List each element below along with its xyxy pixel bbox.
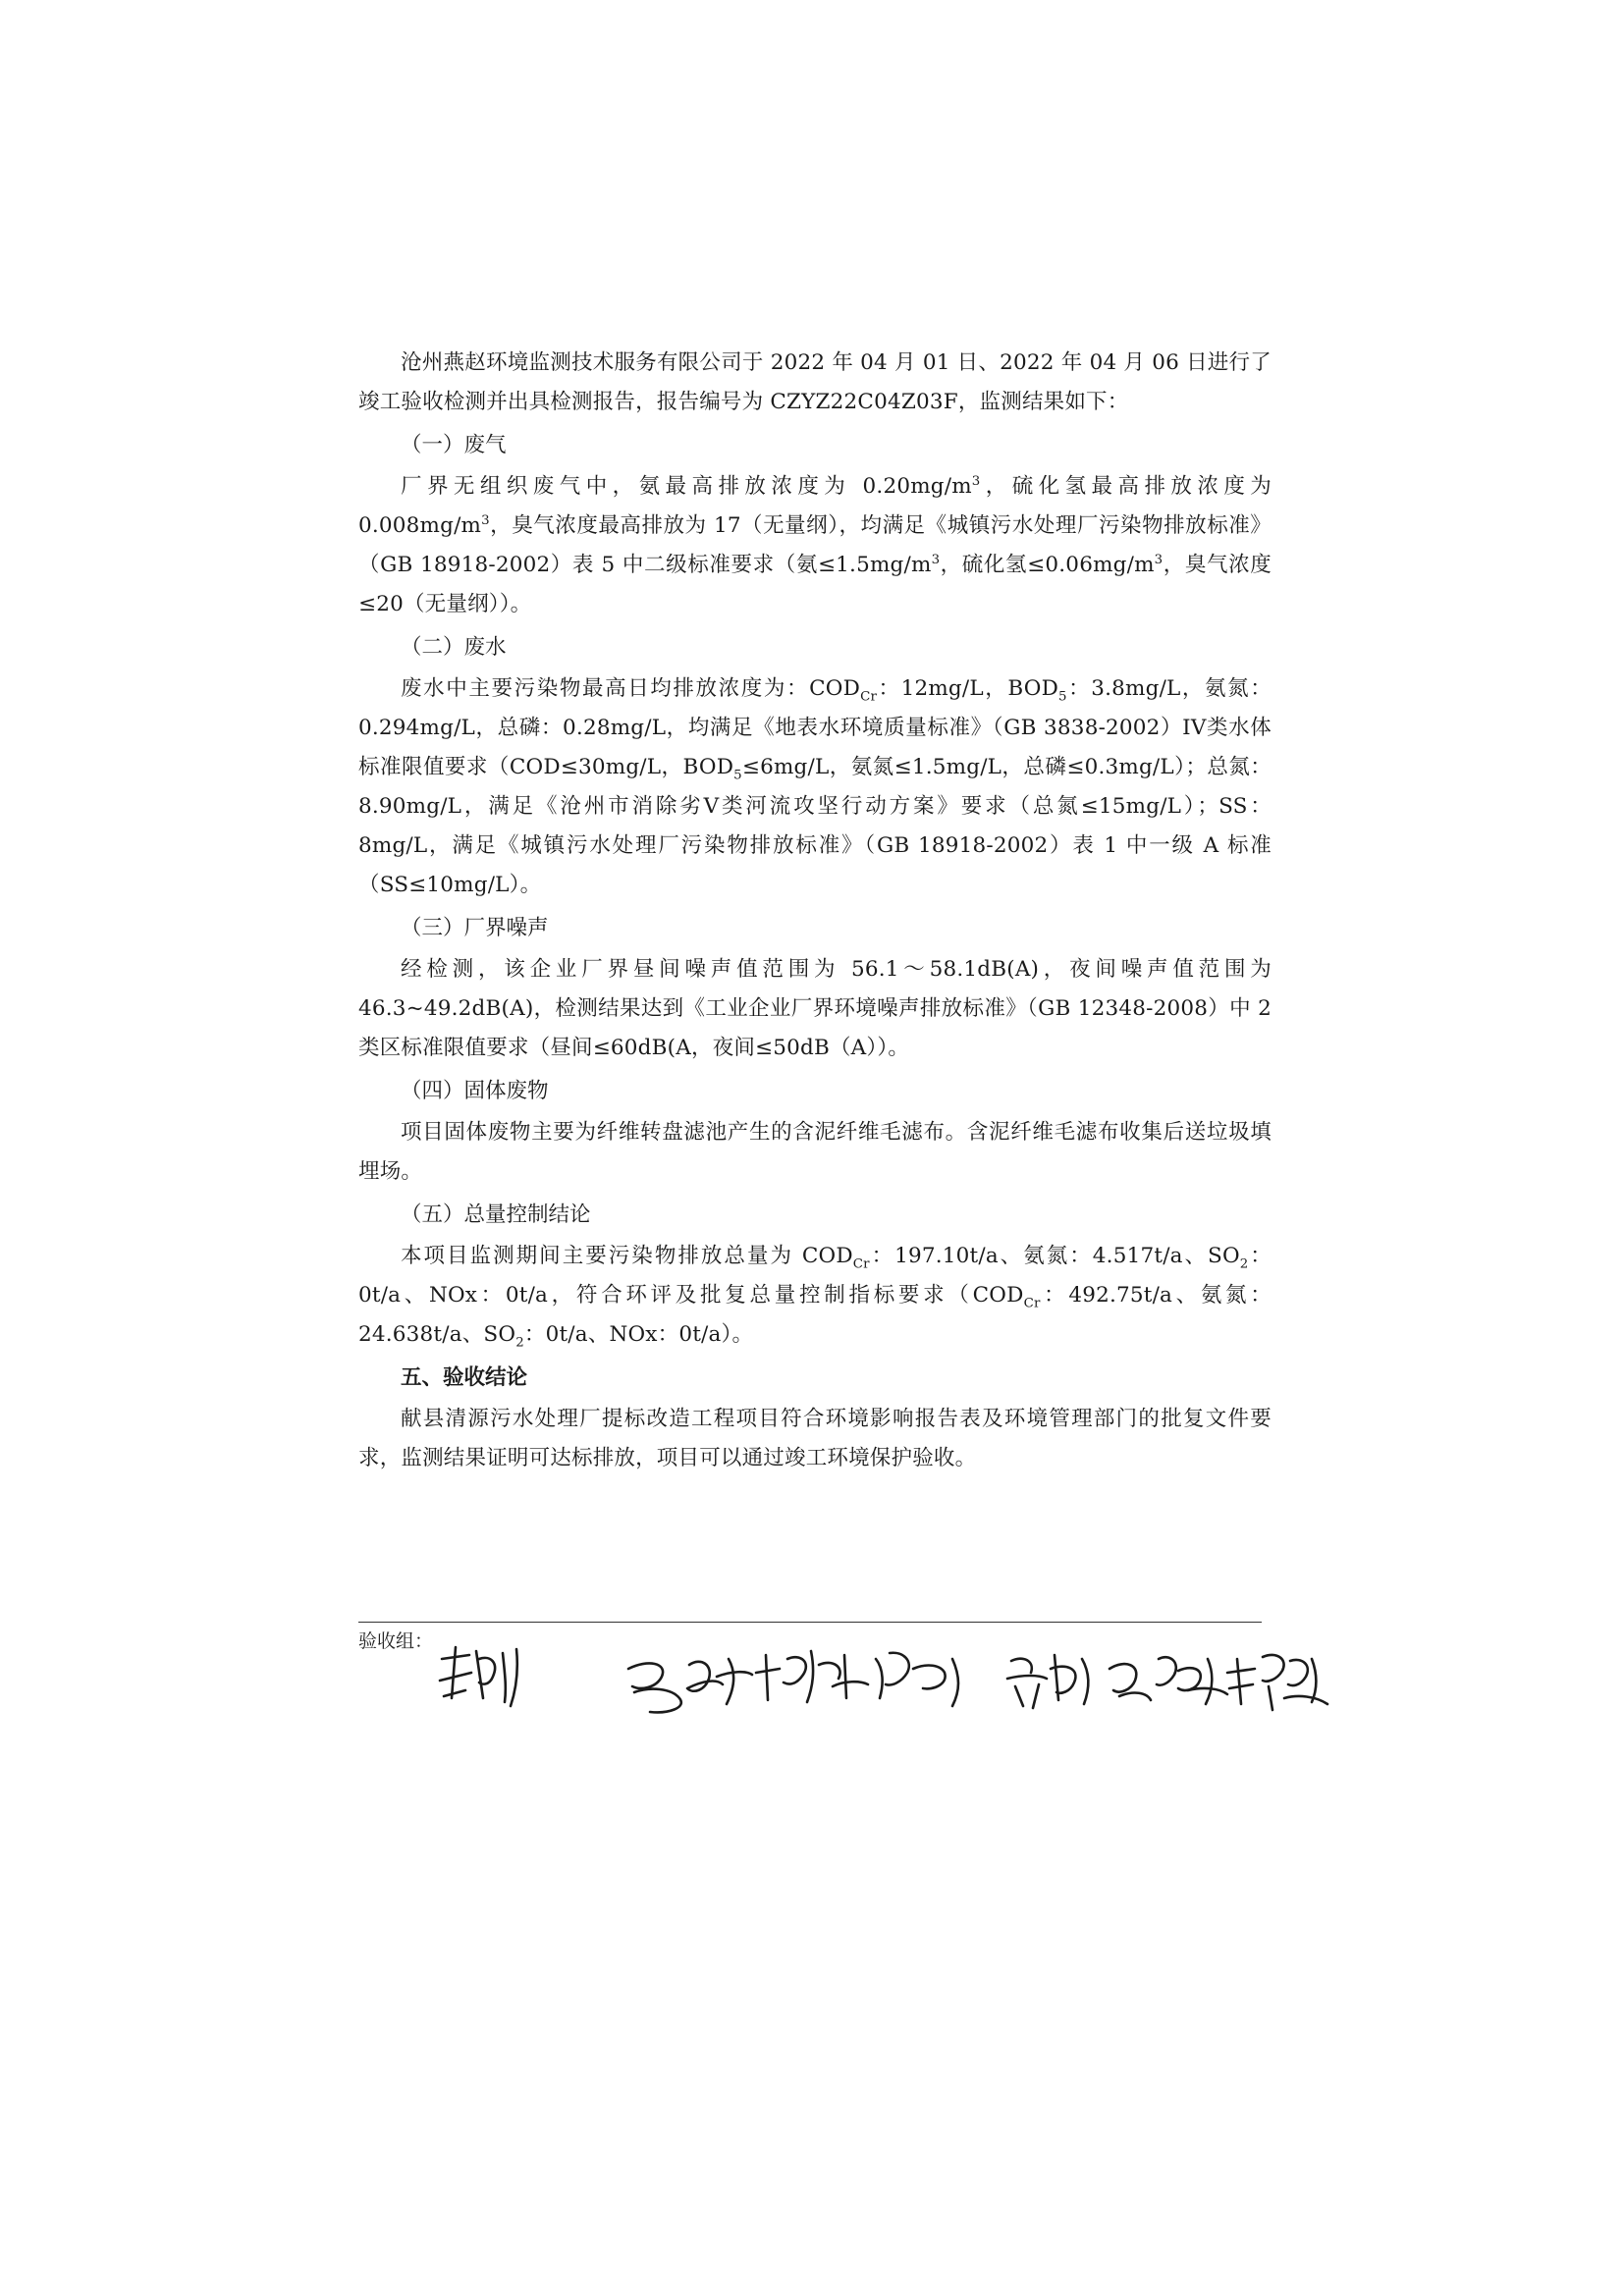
heading-wastewater: （二）废水 (401, 635, 507, 660)
heading-noise: （三）厂界噪声 (401, 916, 549, 940)
signature-divider (358, 1622, 1262, 1623)
conclusion-paragraph: 献县清源污水处理厂提标改造工程项目符合环境影响报告表及环境管理部门的批复文件要求，监测结果证明可达标排放，项目可以通过竣工环境保护验收。 (358, 1407, 1272, 1470)
total-control-paragraph: 本项目监测期间主要污染物排放总量为 $COD_{Cr}$：197.10t/a、氨氮：4.517t/a、$SO_2$：0t/a、NOx：0t/a，符合环评及批复总量控制指标要求（$COD_{Cr}$：492.75t/a、氨氮：24.638t/a、$SO_2$：0t/a、NOx：0t/a）。 (358, 1244, 1272, 1351)
signature-6 (1227, 1655, 1327, 1710)
signature-3 (756, 1651, 958, 1706)
heading-total-control: （五）总量控制结论 (401, 1202, 591, 1227)
signature-2 (628, 1659, 752, 1712)
heading-waste-gas: （一）废气 (401, 433, 507, 457)
signature-4 (1007, 1655, 1088, 1708)
solid-waste-paragraph: 项目固体废物主要为纤维转盘滤池产生的含泥纤维毛滤布。含泥纤维毛滤布收集后送垃圾填埋场。 (358, 1120, 1272, 1184)
heading-solid-waste: （四）固体废物 (401, 1079, 549, 1103)
signature-1 (440, 1647, 517, 1706)
handwritten-signatures (422, 1629, 1345, 1737)
signature-5 (1110, 1657, 1227, 1704)
heading-conclusion: 五、验收结论 (401, 1365, 528, 1390)
noise-paragraph: 经检测，该企业厂界昼间噪声值范围为 56.1～58.1dB(A)，夜间噪声值范围为 46.3~49.2dB(A)，检测结果达到《工业企业厂界环境噪声排放标准》（GB 12348-2008）中 2 类区标准限值要求（昼间≤60dB(A，夜间≤50dB（A））。 (358, 957, 1272, 1060)
waste-gas-paragraph: 厂界无组织废气中，氨最高排放浓度为 $0.20mg/m^3$，硫化氢最高排放浓度为 $0.008mg/m^3$，臭气浓度最高排放为 17（无量纲），均满足《城镇污水处理厂污染物排放标准》（GB 18918-2002）表 5 中二级标准要求（氨$\le 1.5mg/m^3$，硫化氢$\le 0.06mg/m^3$，臭气浓度≤20（无量纲））。 (358, 473, 1272, 616)
wastewater-paragraph: 废水中主要污染物最高日均排放浓度为：$COD_{Cr}$：12mg/L，$BOD_5$：3.8mg/L，氨氮：0.294mg/L，总磷：0.28mg/L，均满足《地表水环境质量标准》（GB 3838-2002）IV类水体标准限值要求（COD≤30mg/L，$BOD_5\le 6mg/L$，氨氮≤1.5mg/L，总磷≤0.3mg/L）；总氮：8.90mg/L，满足《沧州市消除劣V类河流攻坚行动方案》要求（总氮≤15mg/L）；SS：8mg/L，满足《城镇污水处理厂污染物排放标准》（GB 18918-2002）表 1 中一级 A 标准（SS≤10mg/L）。 (358, 676, 1272, 897)
intro-paragraph: 沧州燕赵环境监测技术服务有限公司于 2022 年 04 月 01 日、2022 年 04 月 06 日进行了竣工验收检测并出具检测报告，报告编号为 CZYZ22C04Z03F，监测结果如下： (358, 350, 1272, 414)
signature-label: 验收组： (358, 1630, 434, 1652)
document-body (358, 344, 1272, 1480)
